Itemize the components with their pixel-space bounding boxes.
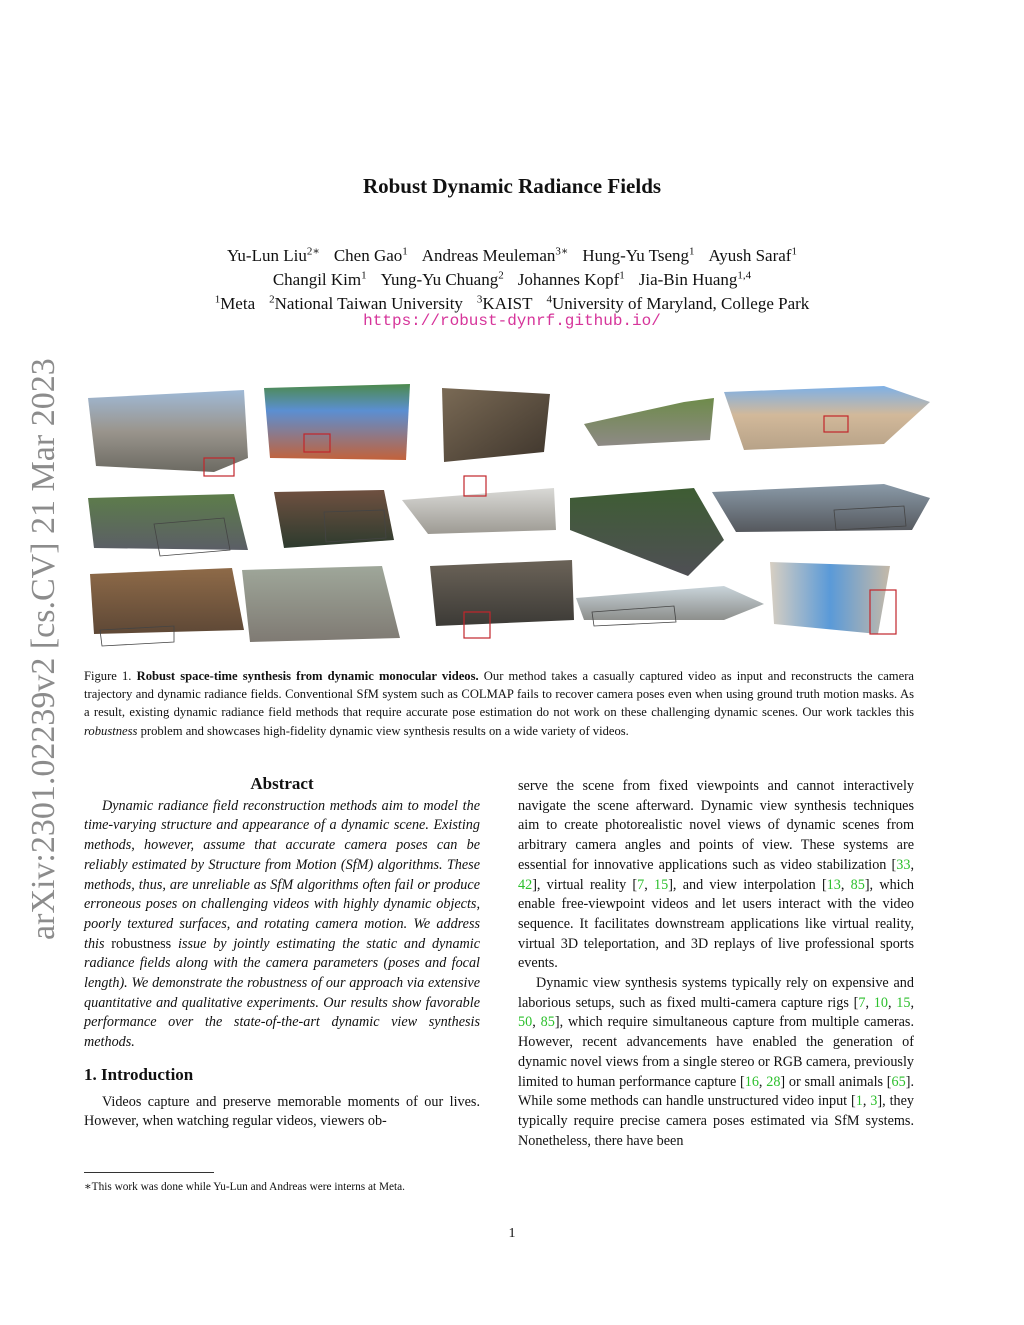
abstract-heading: Abstract <box>250 774 314 793</box>
affiliation: $^4$University of Maryland, College Park <box>546 293 810 313</box>
left-column <box>84 774 480 1132</box>
page-number: 1 <box>508 1226 516 1241</box>
teaser-figure <box>84 380 932 660</box>
author-name: Hung-Yu Tseng$^1$ <box>582 245 695 265</box>
right-column <box>518 777 914 1151</box>
project-url[interactable]: https://robust-dynrf.github.io/ <box>363 312 661 330</box>
arxiv-stamp <box>4 340 70 950</box>
author-name: Johannes Kopf$^1$ <box>517 269 625 289</box>
citation[interactable]: 13 <box>826 876 841 893</box>
author-name: Andreas Meuleman$^{3∗}$ <box>421 245 569 265</box>
citation[interactable]: 33 <box>896 856 911 873</box>
intro-paragraph-continued: serve the scene from fixed viewpoints and cannot interactively navigate the scene afterward. Dynamic view synthesis techniques aim to create photorealistic novel views of dynamic scenes from arbitrary camera angles and points of view. These systems are essential for innovative applications such as video stabilization [33, 42], virtual reality [7, 15], and view interpolation [13, 85], which enable free-viewpoint videos and let users interact with the video sequence. It facilitates downstream applications like virtual reality, virtual 3D teleportation, and 3D replays of live professional sports events. <box>518 778 914 972</box>
author-name: Yu-Lun Liu$^{2∗}$ <box>227 245 320 265</box>
citation[interactable]: 42 <box>518 876 533 893</box>
figure-caption-text-a: Our method takes a casually captured video as input and reconstructs the camera trajectory and dynamic radiance fields. Conventional SfM system such as COLMAP fails to recover camera poses even when using ground truth motion masks. As a result, existing dynamic radiance field methods that require accurate pose estimation do not work on these challenging dynamic scenes. Our work tackles this <box>84 669 914 720</box>
citation[interactable]: 7 <box>637 876 645 893</box>
citation[interactable]: 50 <box>518 1014 533 1031</box>
paper-title: Robust Dynamic Radiance Fields <box>362 174 662 198</box>
figure-caption <box>84 667 914 740</box>
intro-heading: 1. Introduction <box>84 1064 194 1084</box>
citation[interactable]: 15 <box>654 876 669 893</box>
citation[interactable]: 3 <box>870 1093 878 1110</box>
citation[interactable]: 15 <box>896 994 911 1011</box>
citation[interactable]: 16 <box>744 1073 759 1090</box>
citation[interactable]: 85 <box>540 1014 555 1031</box>
affiliation: $^2$National Taiwan University <box>269 293 463 313</box>
author-name: Chen Gao$^1$ <box>333 245 408 265</box>
affiliation: $^3$KAIST <box>476 293 533 313</box>
figure-label: Figure 1. <box>84 669 132 683</box>
intro-paragraph-2: Dynamic view synthesis systems typically rely on expensive and laborious setups, such as fixed multi-camera capture rigs [7, 10, 15, 50, 85], which require simultaneous capture from multiple cameras. However, recent advancements have enabled the generation of dynamic novel views from a single stereo or RGB camera, previously limited to human performance capture [16, 28] or small animals [65]. While some methods can handle unstructured video input [1, 3], they typically require precise camera poses estimated via SfM systems. Nonetheless, there have been <box>518 975 915 1149</box>
figure-caption-bold: Robust space-time synthesis from dynamic monocular videos. <box>136 669 479 683</box>
affiliation: $^1$Meta <box>214 293 256 313</box>
author-name: Jia-Bin Huang$^{1,4}$ <box>638 269 752 289</box>
footnote-rule <box>84 1172 214 1173</box>
footnote: ∗This work was done while Yu-Lun and Andreas were interns at Meta. <box>84 1181 405 1193</box>
citation[interactable]: 65 <box>891 1073 906 1090</box>
citation[interactable]: 85 <box>850 876 865 893</box>
intro-paragraph-start: Videos capture and preserve memorable moments of our lives. However, when watching regular videos, viewers ob- <box>84 1093 480 1130</box>
citation[interactable]: 28 <box>766 1073 781 1090</box>
author-name: Ayush Saraf$^1$ <box>708 245 797 265</box>
citation[interactable]: 10 <box>873 994 888 1011</box>
citation[interactable]: 7 <box>858 994 866 1011</box>
figure-caption-text-b: problem and showcases high-fidelity dynamic view synthesis results on a wide variety of videos. <box>140 723 629 738</box>
author-name: Changil Kim$^1$ <box>272 269 367 289</box>
abstract-text: Dynamic radiance field reconstruction methods aim to model the time-varying structure and appearance of a dynamic scene. Existing methods, however, assume that accurate camera poses can be reliably estimated by Structure from Motion (SfM) algorithms. These methods, thus, are unreliable as SfM algorithms often fail or produce erroneous poses on challenging videos with highly dynamic objects, poorly textured surfaces, and rotating camera motion. We address this robustness issue by jointly estimating the static and dynamic radiance fields along with the camera parameters (poses and focal length). We demonstrate the robustness of our approach via extensive quantitative and qualitative experiments. Our results show favorable performance over the state-of-the-art dynamic view synthesis methods. <box>84 797 481 1051</box>
arxiv-stamp-text: arXiv:2301.02239v2 [cs.CV] 21 Mar 2023 <box>25 358 62 940</box>
author-name: Yung-Yu Chuang$^2$ <box>380 269 504 289</box>
figure-caption-italic: robustness <box>84 723 138 738</box>
citation[interactable]: 1 <box>855 1093 863 1110</box>
